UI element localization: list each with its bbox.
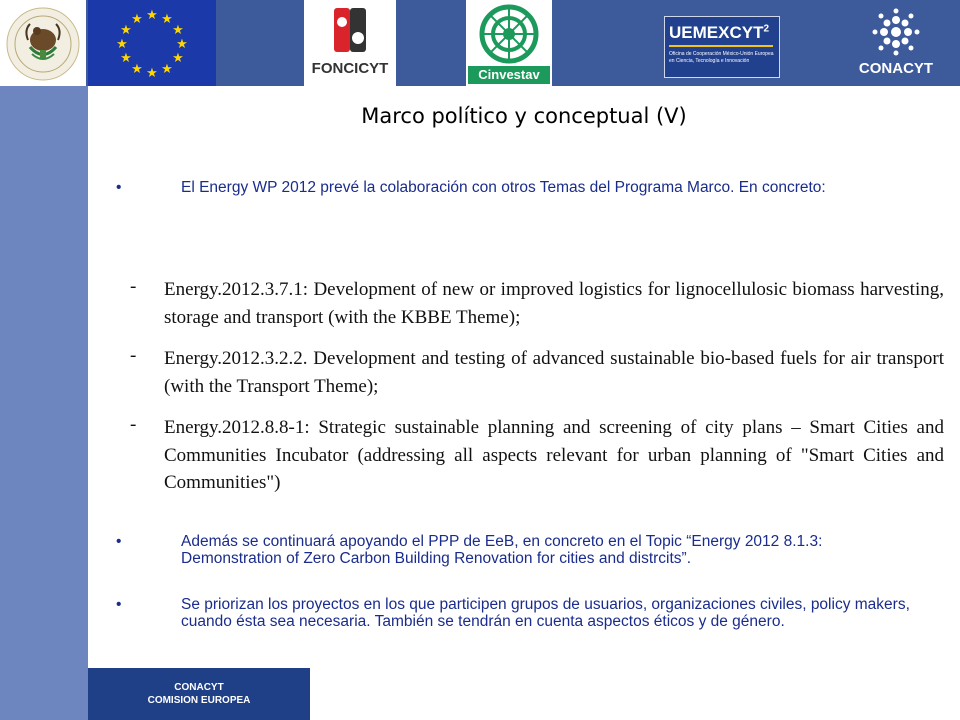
bullet-item [116,534,916,574]
eu-flag-logo [88,0,216,86]
foncicyt-logo [304,0,396,86]
cinvestav-wordmark: Cinvestav [478,67,540,82]
dash-marker: - [130,276,137,297]
bullet-marker: • [116,533,122,550]
svg-text:★: ★ [172,51,184,66]
svg-text:★: ★ [161,62,173,77]
uemexcyt-superscript: 2 [763,23,770,35]
svg-text:★: ★ [131,12,143,27]
slide-title: Marco político y conceptual (V) [361,104,687,128]
foncicyt-wordmark: FONCICYT [311,60,389,77]
svg-text:★: ★ [120,51,132,66]
svg-text:★: ★ [131,62,143,77]
bullet-item [116,180,916,220]
svg-text:★: ★ [161,12,173,27]
bullet-text: Además se continuará apoyando el PPP de EeB, en concreto en el Topic “Energy 2012 8.1.3: Demonstration of Zero Carbon Building Renovation for cities and distrcits”. [181,533,823,567]
list-item-text: Energy.2012.3.2.2. Development and testing of advanced sustainable bio-based fuels for air transport (with the Transport Theme); [164,348,944,397]
header-bar [0,0,960,86]
bullet-text: Se priorizan los proyectos en los que participen grupos de usuarios, organizaciones civiles, policy makers, cuando ésta sea necesaria. También se tendrán en cuenta aspectos éticos y de género. [181,596,910,630]
dash-marker: - [130,345,137,366]
conacyt-logo [848,8,944,82]
svg-text:★: ★ [146,66,158,81]
dash-marker: - [130,414,137,435]
uemexcyt-wordmark [669,23,769,43]
footer-side-strip [0,668,88,720]
svg-text:★: ★ [120,23,132,38]
list-item [124,276,944,331]
svg-text:★: ★ [172,23,184,38]
bullet-text: El Energy WP 2012 prevé la colaboración con otros Temas del Programa Marco. En concreto: [181,179,826,196]
conacyt-emblem-icon [848,8,944,58]
svg-text:★: ★ [146,8,158,23]
uemexcyt-caption-1: Oficina de Cooperación México-Unión Europea [669,51,774,57]
footer-bar [88,668,310,720]
left-side-rail [0,86,88,720]
list-item [124,414,944,497]
list-item-text: Energy.2012.3.7.1: Development of new or improved logistics for lignocellulosic biomass harvesting, storage and transport (with the KBBE Theme); [164,279,944,328]
bullet-item [116,597,916,657]
conacyt-wordmark: CONACYT [858,60,934,77]
footer-line-1: CONACYT [174,682,224,693]
list-item-text: Energy.2012.8.8-1: Strategic sustainable planning and screening of city plans – Smart Cities and Communities Incubator (addressing all aspects relevant for urban planning of "Smart Cities and Communities") [164,417,944,493]
svg-text:★: ★ [116,37,128,52]
svg-text:★: ★ [176,37,188,52]
scanned-topic-list [124,276,944,511]
uemexcyt-name: UEMEXCYT [669,23,764,42]
list-item [124,345,944,400]
uemexcyt-caption-2: en Ciencia, Tecnología e Innovación [669,58,750,64]
bullet-marker: • [116,179,122,196]
bullet-marker: • [116,596,122,613]
footer-line-2: COMISION EUROPEA [147,695,251,706]
mexico-seal-logo [0,0,86,86]
cinvestav-logo [466,0,552,86]
uemexcyt-logo [664,16,780,78]
